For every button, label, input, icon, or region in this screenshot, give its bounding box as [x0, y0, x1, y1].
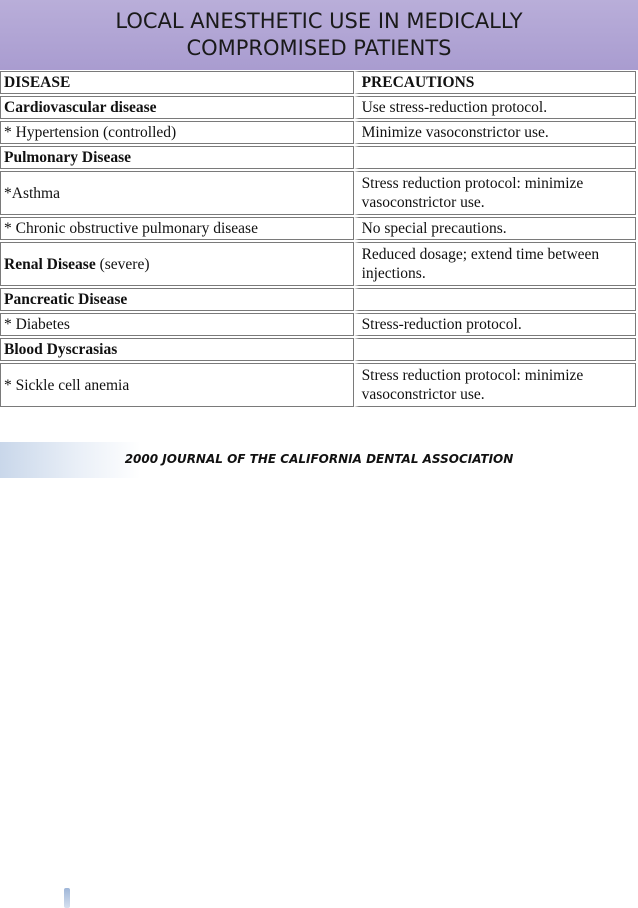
disease-name-bold: Renal Disease — [4, 255, 96, 273]
precaution-cell: Stress reduction protocol: minimize vasoconstrictor use. — [354, 171, 636, 215]
precaution-cell — [354, 288, 636, 311]
slide-footer — [0, 442, 638, 478]
footer-decoration-icon — [64, 888, 70, 908]
precaution-cell: Stress reduction protocol: minimize vasoconstrictor use. — [354, 363, 636, 407]
precaution-cell: Use stress-reduction protocol. — [354, 96, 636, 119]
table-row — [0, 242, 636, 286]
table-row — [0, 363, 636, 407]
precaution-cell: Minimize vasoconstrictor use. — [354, 121, 636, 144]
table-row — [0, 171, 636, 215]
disease-cell: Pulmonary Disease — [0, 146, 354, 169]
header-disease: DISEASE — [0, 71, 354, 94]
precaution-cell: Reduced dosage; extend time between injections. — [354, 242, 636, 286]
precautions-table-area — [0, 70, 638, 442]
disease-cell: * Hypertension (controlled) — [0, 121, 354, 144]
table-row — [0, 121, 636, 144]
disease-cell: * Chronic obstructive pulmonary disease — [0, 217, 354, 240]
table-row — [0, 217, 636, 240]
precaution-cell: No special precautions. — [354, 217, 636, 240]
disease-cell: * Diabetes — [0, 313, 354, 336]
slide-title-bar — [0, 0, 638, 70]
table-row — [0, 96, 636, 119]
disease-cell: *Asthma — [0, 171, 354, 215]
disease-cell: * Sickle cell anemia — [0, 363, 354, 407]
table-row — [0, 338, 636, 361]
footer-citation: 2000 JOURNAL OF THE CALIFORNIA DENTAL ASSOCIATION — [124, 452, 514, 466]
precautions-table — [0, 70, 636, 409]
table-row — [0, 313, 636, 336]
slide-title-line-1: LOCAL ANESTHETIC USE IN MEDICALLY — [115, 9, 523, 33]
header-precautions: PRECAUTIONS — [354, 71, 636, 94]
disease-cell: Blood Dyscrasias — [0, 338, 354, 361]
slide-title-line-2: COMPROMISED PATIENTS — [186, 36, 452, 60]
disease-qualifier: (severe) — [95, 255, 150, 273]
disease-cell: Cardiovascular disease — [0, 96, 354, 119]
table-row — [0, 146, 636, 169]
precaution-cell — [354, 338, 636, 361]
precaution-cell: Stress-reduction protocol. — [354, 313, 636, 336]
disease-cell — [0, 242, 354, 286]
disease-cell: Pancreatic Disease — [0, 288, 354, 311]
precaution-cell — [354, 146, 636, 169]
table-header-row — [0, 71, 636, 94]
table-row — [0, 288, 636, 311]
